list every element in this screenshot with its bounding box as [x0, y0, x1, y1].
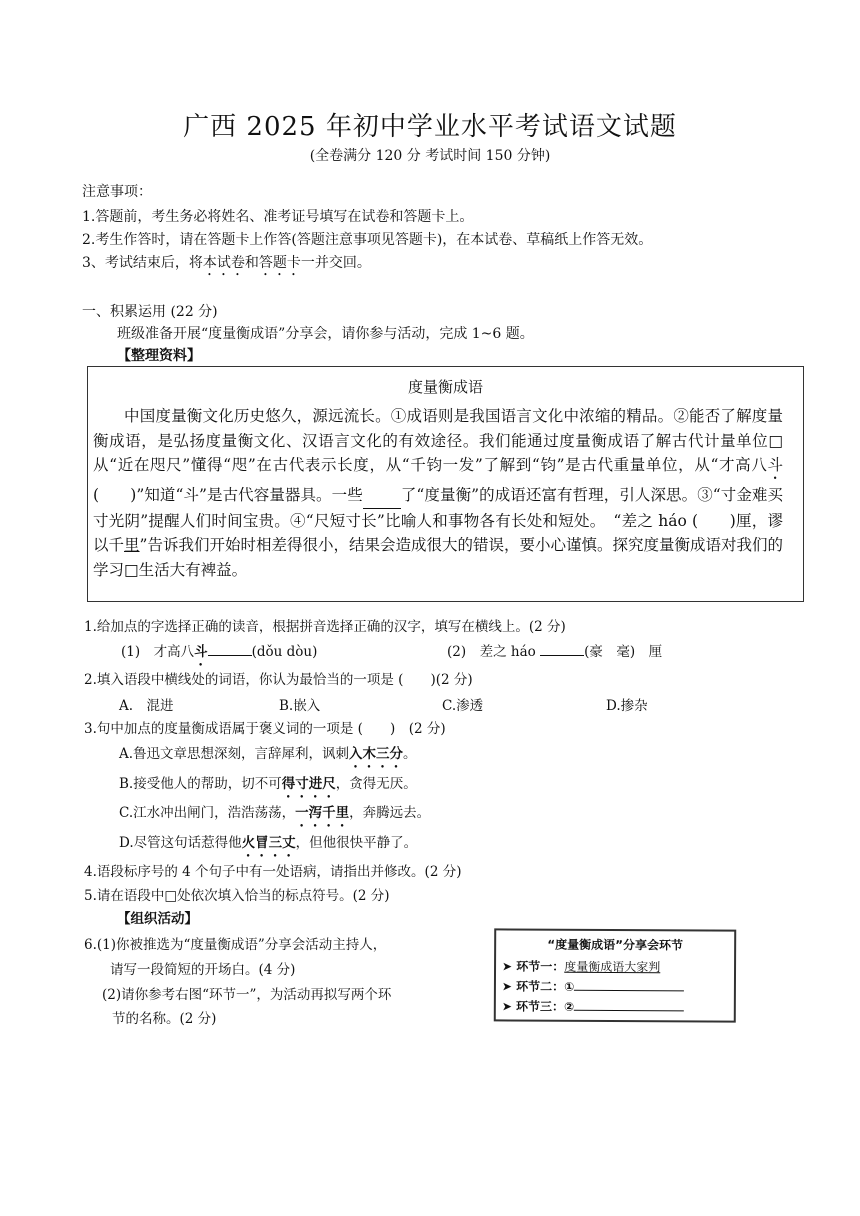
question-6-line-4: 节的名称。(2 分) — [112, 1011, 217, 1027]
figure-row-label: ➤ 环节二：① — [501, 979, 575, 994]
note-item-3-text: 一并交回。 — [300, 255, 371, 271]
paragraph-text: ”告诉我们开始时相差得很小，结果会造成很大的错误，要小心谨慎。探究度量衡成语对我们的学习□生活大有裨益。 — [93, 536, 783, 579]
option-text: ，但他很快平静了。 — [295, 835, 418, 851]
answer-blank — [540, 643, 584, 656]
page-title: 广西 2025 年初中学业水平考试语文试题 — [183, 112, 677, 142]
notes-heading: 注意事项： — [82, 184, 152, 200]
figure-row-3 — [502, 997, 684, 1015]
dotted-idiom: 火冒三丈 — [241, 835, 296, 851]
question-4: 4.语段标序号的 4 个句子中有一处语病，请指出并修改。(2 分) — [84, 864, 462, 880]
note-item-1: 1.答题前，考生务必将姓名、准考证号填写在试卷和答题卡上。 — [82, 209, 474, 225]
question-5: 5.请在语段中□处依次填入恰当的标点符号。(2 分) — [84, 888, 390, 904]
q1a-text: (1) 才高八 — [121, 644, 195, 660]
figure-row-label: ➤ 环节一： — [502, 959, 565, 974]
figure-row-2 — [502, 977, 684, 995]
note-item-2: 2.考生作答时，请在答题卡上作答(答题注意事项见答题卡)，在本试卷、草稿纸上作答无效。 — [82, 232, 653, 248]
activity-figure — [494, 928, 736, 1022]
question-1-part-2 — [447, 640, 662, 660]
question-3-option-a — [119, 742, 417, 771]
note-item-3 — [82, 252, 371, 279]
dotted-idiom: 一泻千里 — [295, 805, 350, 821]
option-text: ，贪得无厌。 — [335, 776, 417, 792]
dotted-char: 斗 — [194, 644, 208, 660]
option-d: D.掺杂 — [606, 698, 648, 714]
figure-blank — [574, 980, 684, 992]
paragraph-text: ( )”知道“斗”是古代容量器具。一些 — [93, 486, 363, 505]
section-heading: 一、积累运用 (22 分) — [82, 304, 218, 320]
question-1: 1.给加点的字选择正确的读音，根据拼音选择正确的汉字，填写在横线上。(2 分) — [84, 619, 566, 635]
option-text: A.鲁迅文章思想深刻，言辞犀利，讽刺 — [119, 746, 350, 762]
section-intro: 班级准备开展“度量衡成语”分享会，请你参与活动，完成 1~6 题。 — [117, 326, 534, 342]
q1b-options: (豪 毫) 厘 — [584, 644, 663, 660]
paragraph-text: 了“度量衡”的成语还富有哲理，引人深思。③“寸金难买寸光阴”提醒人们时间宝贵。④“尺短寸长”比喻人和事物各有长处和短处。 “差之 háo ( )厘，谬以千 — [93, 486, 783, 555]
option-text: ，奔腾远去。 — [349, 805, 431, 821]
fill-blank — [363, 483, 401, 509]
dotted-idiom: 得寸进尺 — [281, 776, 336, 792]
question-6-line-2: 请写一段简短的开场白。(4 分) — [110, 962, 296, 978]
dotted-idiom: 入木三分 — [349, 746, 404, 762]
note-item-3-emphasis: 答题卡 — [258, 255, 301, 271]
question-6-line-3: (2)请你参考右图“环节一”，为活动再拟写两个环 — [102, 987, 392, 1003]
question-3-option-d — [119, 831, 417, 860]
paragraph-text: 中国度量衡文化历史悠久，源远流长。①成语则是我国语言文化中浓缩的精品。②能否了解度量衡成语，是弘扬度量衡文化、汉语言文化的有效途径。我们能通过度量衡成语了解古代计量单位□从“近在咫尺”懂得“咫”在古代表示长度，从“千钧一发”了解到“钧”是古代重量单位，从“才高八 — [93, 407, 783, 475]
note-item-3-emphasis: 本试卷 — [202, 255, 245, 271]
option-text: 。 — [403, 746, 417, 762]
figure-blank — [574, 1000, 684, 1012]
dotted-char: 斗 — [767, 456, 783, 475]
option-b: B.嵌入 — [279, 698, 321, 714]
question-6-line-1: 6.(1)你被推选为“度量衡成语”分享会活动主持人， — [84, 937, 387, 953]
page-subtitle: (全卷满分 120 分 考试时间 150 分钟) — [309, 148, 551, 164]
answer-blank — [208, 643, 252, 656]
option-text: B.接受他人的帮助，切不可 — [119, 776, 282, 792]
question-2: 2.填入语段中横线处的词语，你认为最恰当的一项是 ( )(2 分) — [84, 672, 473, 688]
question-3-option-c — [119, 801, 430, 830]
reading-box-title: 度量衡成语 — [407, 378, 483, 396]
underlined-char: 里 — [124, 536, 140, 555]
option-a: A. 混进 — [119, 698, 174, 714]
note-item-3-text: 3、考试结束后，将 — [82, 255, 203, 271]
note-item-3-text: 和 — [244, 255, 259, 271]
figure-row-label: ➤ 环节三：② — [501, 999, 575, 1014]
q1a-pinyin: (dǒu dòu) — [251, 644, 318, 660]
question-3-option-b — [119, 772, 417, 801]
question-1-part-1 — [121, 640, 317, 669]
option-text: D.尽管这句话惹得他 — [119, 835, 242, 851]
figure-row-1 — [502, 957, 660, 975]
figure-row-value: 度量衡成语大家判 — [564, 959, 661, 975]
activity-tag: 【组织活动】 — [117, 911, 198, 927]
option-text: C.江水冲出闸门，浩浩荡荡， — [119, 805, 296, 821]
reading-paragraph — [93, 404, 783, 583]
option-c: C.渗透 — [442, 698, 484, 714]
figure-title: “度量衡成语”分享会环节 — [547, 937, 684, 953]
q1b-text: (2) 差之 háo — [447, 644, 536, 660]
materials-tag: 【整理资料】 — [117, 348, 201, 364]
question-3: 3.句中加点的度量衡成语属于褒义词的一项是 ( ) (2 分) — [84, 721, 446, 737]
